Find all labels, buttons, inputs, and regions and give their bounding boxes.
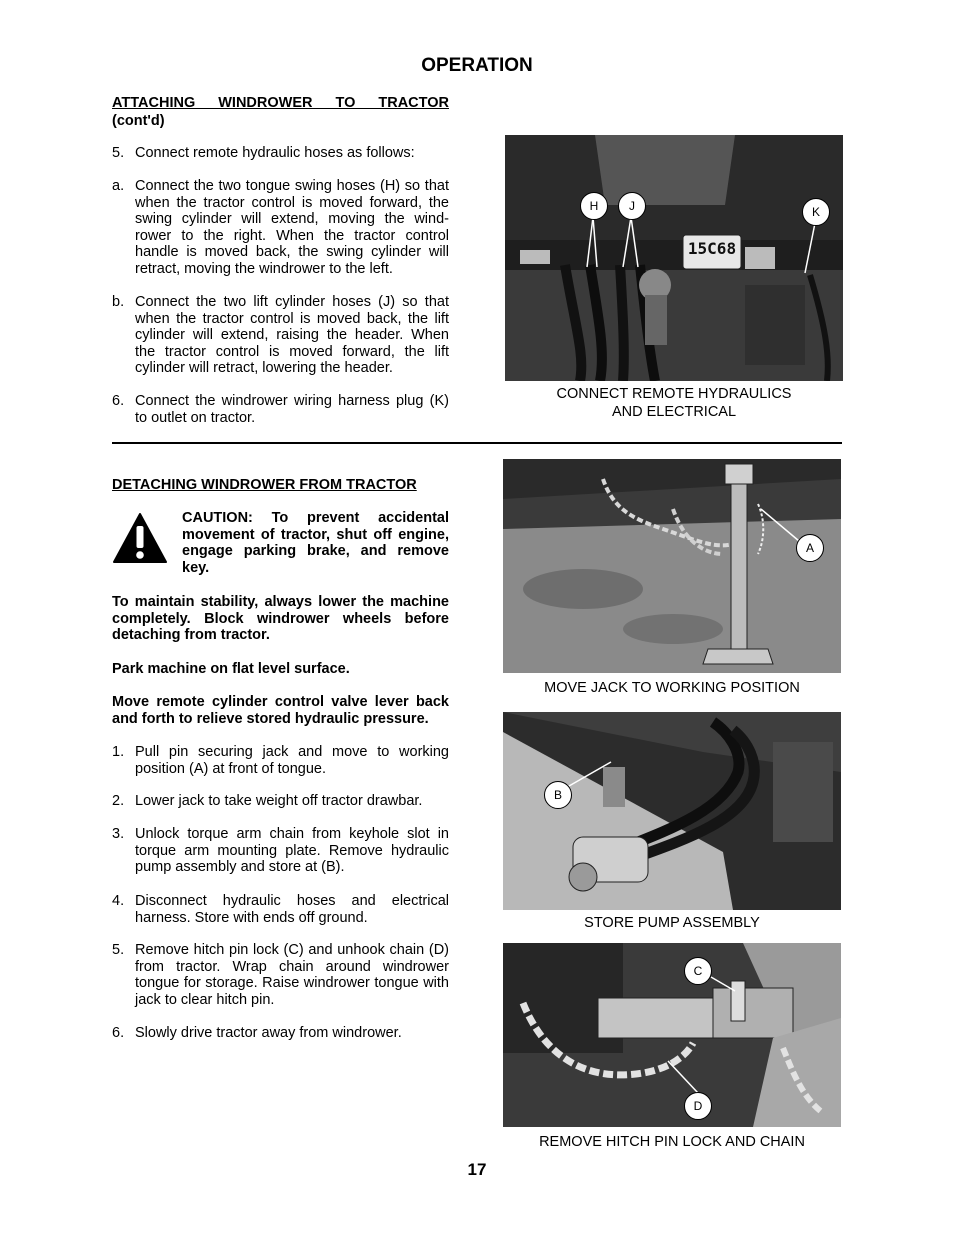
- attach-step-5: [112, 145, 449, 162]
- page-number: 17: [467, 1160, 487, 1179]
- step-marker: 6.: [112, 1025, 125, 1041]
- page-title: OPERATION: [421, 55, 533, 76]
- step-text: Pull pin securing jack and move to working position (A) at front of tongue.: [135, 744, 449, 777]
- license-plate-text: 15C68: [687, 239, 737, 258]
- detach-step-3: [112, 826, 449, 876]
- callout-a: A: [796, 534, 824, 562]
- caption-hydraulics: [505, 385, 843, 421]
- step-marker: b.: [112, 294, 125, 310]
- step-text: Connect the two tongue swing hoses (H) so that when the tractor control is moved forward, the swing cylinder will extend, moving the wind-rower to the right. When the tractor control handle is moved back, the swing cylinder will retract, moving the windrower to the left.: [135, 178, 449, 277]
- warning-triangle-icon: [112, 512, 168, 564]
- attach-heading: ATTACHING WINDROWER TO TRACTOR: [112, 95, 449, 111]
- step-text: Connect the two lift cylinder hoses (J) so that when the tractor control is moved back, the lift cylinder will extend, raising the header. When the tractor control is moved forward, the lift cylinder will retract, lowering the header.: [135, 294, 449, 377]
- step-text: Remove hitch pin lock (C) and unhook chain (D) from tractor. Wrap chain around windrower tongue for storage. Raise windrower tongue with jack to clear hitch pin.: [135, 942, 449, 1008]
- step-text: Lower jack to take weight off tractor drawbar.: [135, 793, 423, 809]
- warning-level-surface: Park machine on flat level surface.: [112, 661, 350, 677]
- photo-hitch: [503, 943, 841, 1127]
- attach-step-6: [112, 393, 449, 426]
- step-marker: 2.: [112, 793, 125, 809]
- attach-step-b: [112, 294, 449, 377]
- warning-pressure: Move remote cylinder control valve lever back and forth to relieve stored hydraulic pressure.: [112, 694, 449, 727]
- callout-d: D: [684, 1092, 712, 1120]
- detach-step-1: [112, 744, 449, 777]
- step-marker: 5.: [112, 145, 125, 161]
- step-marker: a.: [112, 178, 125, 194]
- detach-step-2: [112, 793, 449, 810]
- step-text: Connect remote hydraulic hoses as follows:: [135, 145, 415, 161]
- attach-heading-cont: (cont'd): [112, 113, 165, 129]
- warning-stability: To maintain stability, always lower the machine completely. Block windrower wheels before detaching from tractor.: [112, 594, 449, 644]
- step-marker: 4.: [112, 893, 125, 909]
- detach-step-5: [112, 942, 449, 1008]
- photo-jack: [503, 459, 841, 673]
- step-text: Disconnect hydraulic hoses and electrical harness. Store with ends off ground.: [135, 893, 449, 926]
- caption-jack: MOVE JACK TO WORKING POSITION: [544, 680, 800, 696]
- step-marker: 1.: [112, 744, 125, 760]
- caption-line-2: AND ELECTRICAL: [611, 404, 737, 420]
- callout-k: K: [802, 198, 830, 226]
- callout-j: J: [618, 192, 646, 220]
- caption-line-1: CONNECT REMOTE HYDRAULICS: [556, 386, 792, 402]
- caption-hitch: REMOVE HITCH PIN LOCK AND CHAIN: [539, 1134, 805, 1150]
- detach-step-6: [112, 1025, 449, 1042]
- callout-c: C: [684, 957, 712, 985]
- step-marker: 5.: [112, 942, 125, 958]
- step-text: Slowly drive tractor away from windrower.: [135, 1025, 402, 1041]
- photo-pump: [503, 712, 841, 910]
- detach-heading: DETACHING WINDROWER FROM TRACTOR: [112, 477, 417, 493]
- caption-pump: STORE PUMP ASSEMBLY: [584, 915, 760, 931]
- photo-hydraulics: [505, 135, 843, 381]
- section-divider: [112, 442, 842, 444]
- step-text: Unlock torque arm chain from keyhole slot in torque arm mounting plate. Remove hydraulic pump assembly and store at (B).: [135, 826, 449, 876]
- step-marker: 3.: [112, 826, 125, 842]
- step-marker: 6.: [112, 393, 125, 409]
- detach-step-4: [112, 893, 449, 926]
- attach-step-a: [112, 178, 449, 278]
- caution-text: CAUTION: To prevent accidental movement of tractor, shut off engine, engage parking brake, and remove key.: [182, 510, 449, 576]
- step-text: Connect the windrower wiring harness plug (K) to outlet on tractor.: [135, 393, 449, 426]
- callout-b: B: [544, 781, 572, 809]
- callout-h: H: [580, 192, 608, 220]
